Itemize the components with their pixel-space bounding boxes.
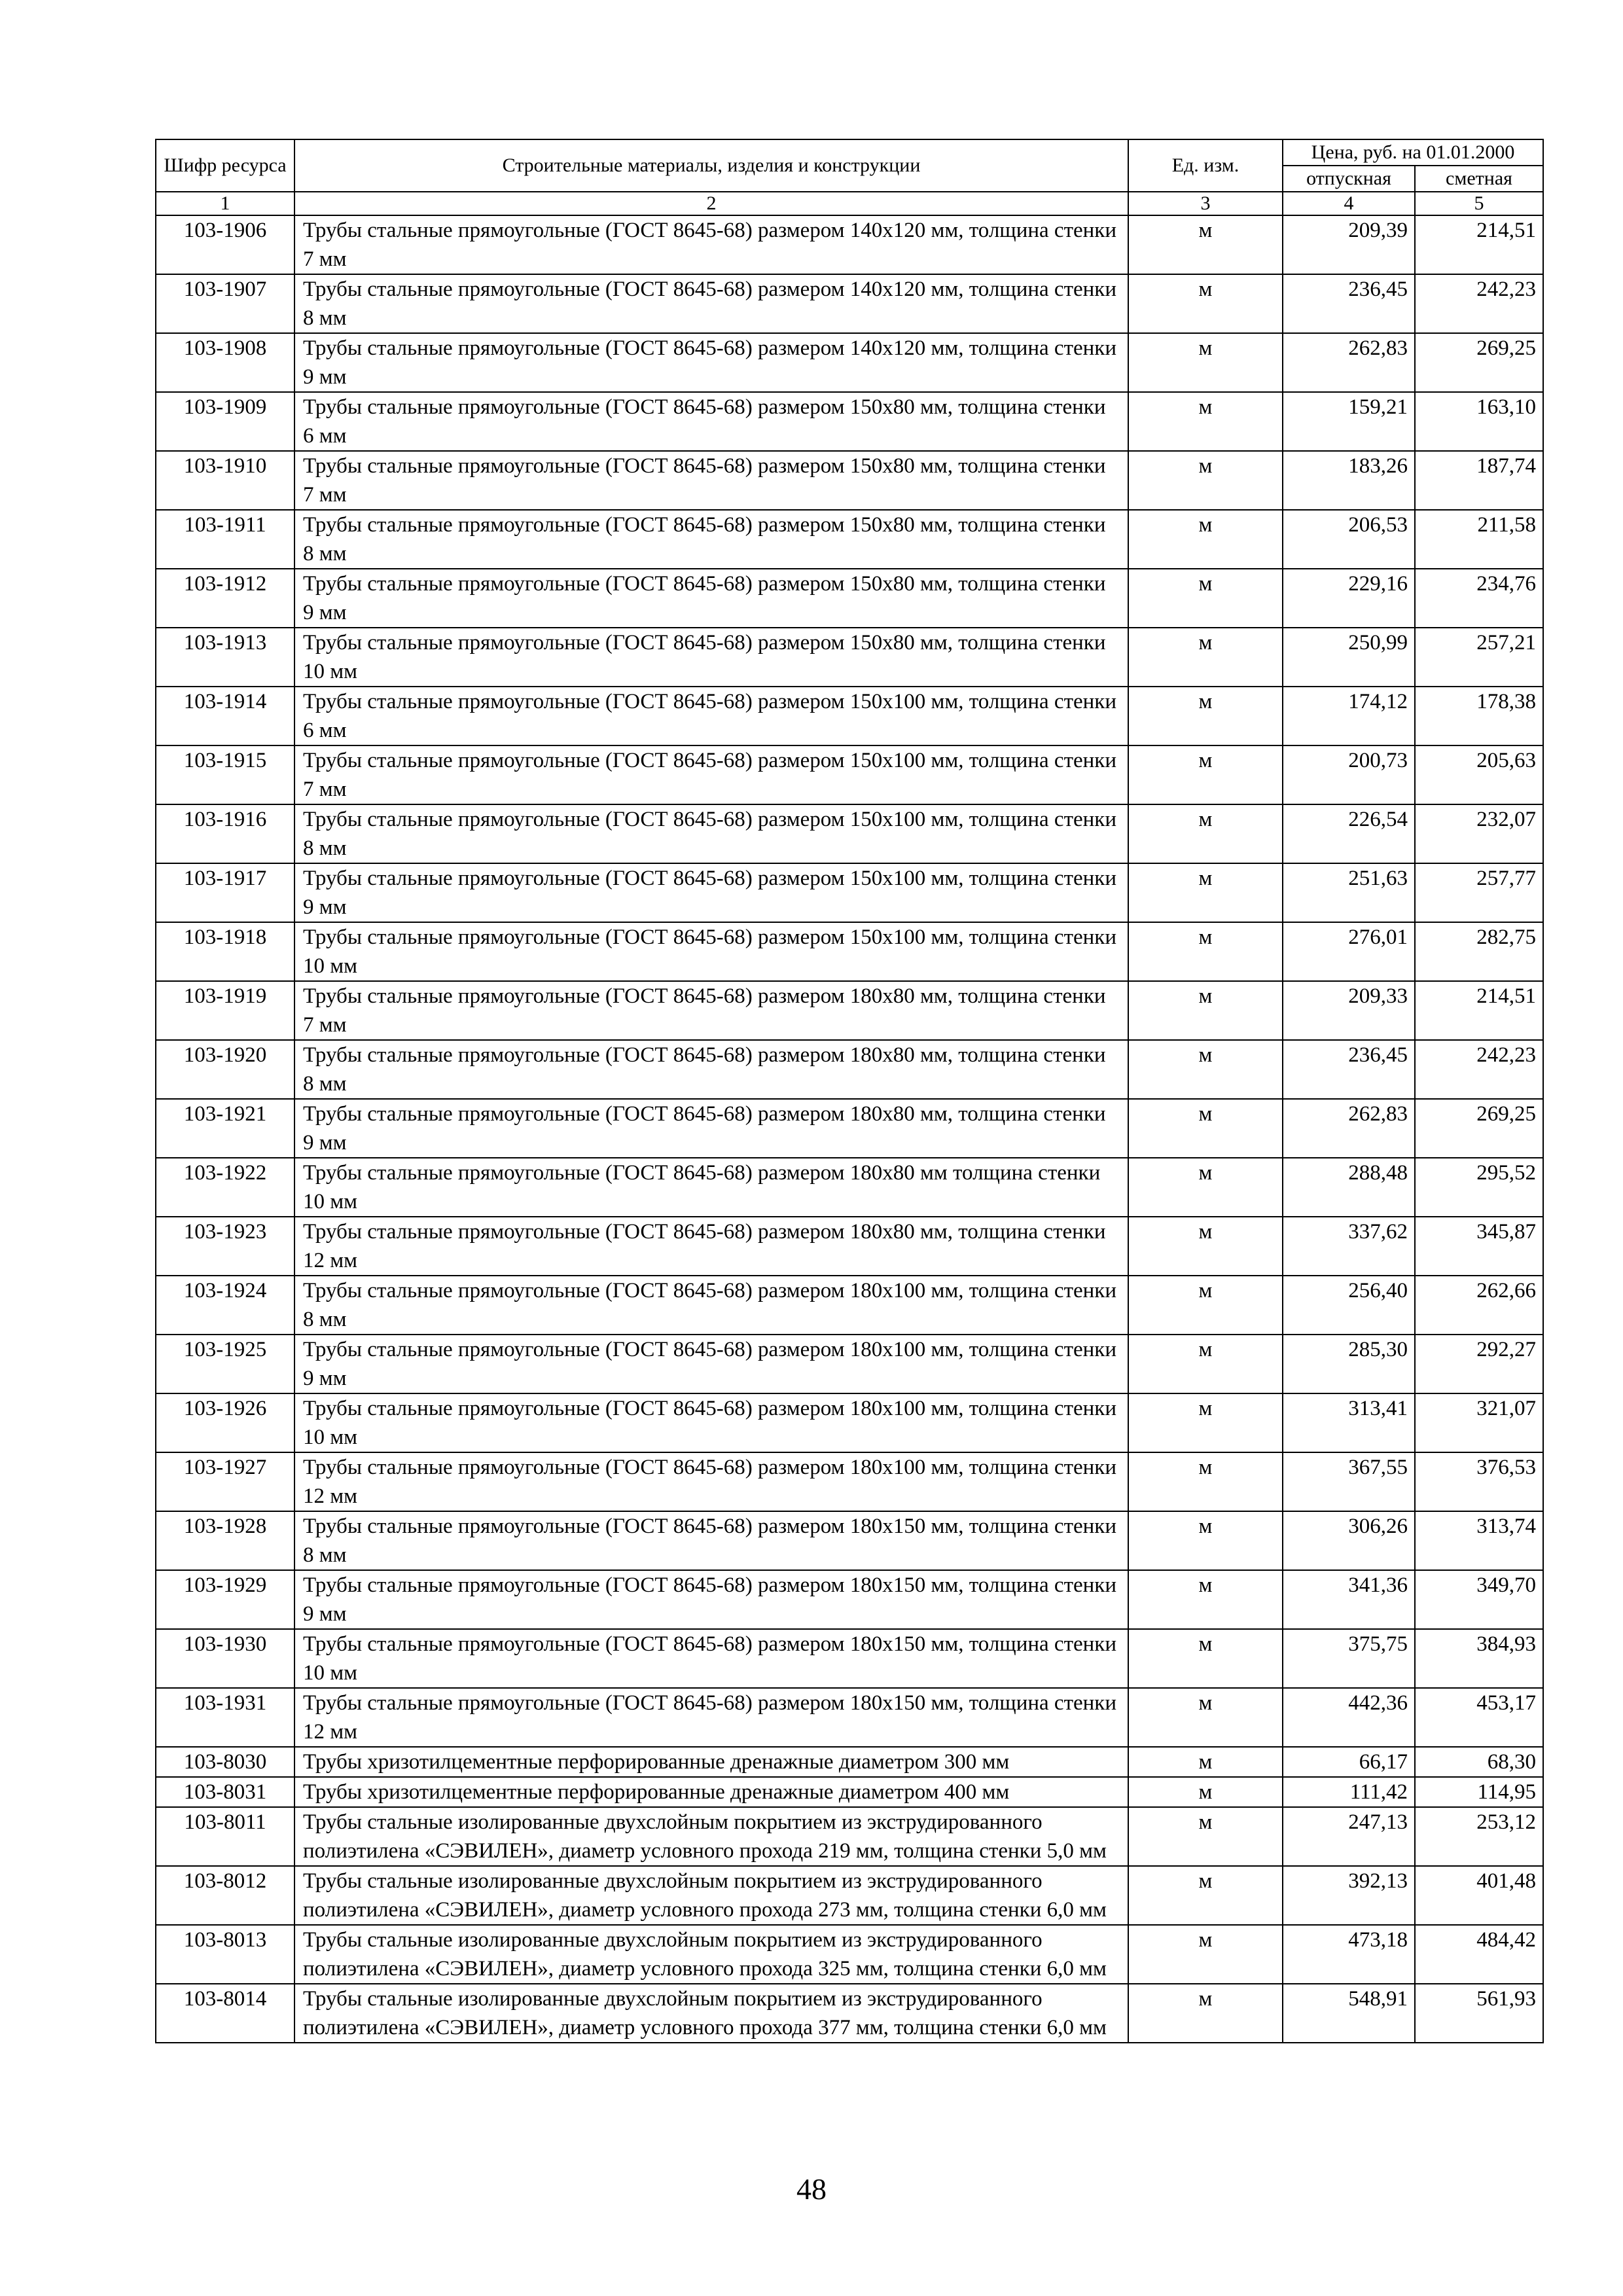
- cell-price-estimate: 253,12: [1415, 1807, 1543, 1866]
- table-row: [156, 333, 1543, 392]
- cell-price-release: 367,55: [1283, 1452, 1415, 1511]
- cell-code: 103-1928: [156, 1511, 294, 1570]
- table-row: [156, 1925, 1543, 1984]
- table-row: [156, 569, 1543, 628]
- table-row: [156, 1984, 1543, 2043]
- cell-name: Трубы стальные прямоугольные (ГОСТ 8645-68) размером 150х80 мм, толщина стенки 8 мм: [294, 510, 1128, 569]
- cell-name: Трубы стальные прямоугольные (ГОСТ 8645-68) размером 150х100 мм, толщина стенки 8 мм: [294, 804, 1128, 863]
- cell-unit: м: [1128, 1866, 1283, 1925]
- cell-price-estimate: 205,63: [1415, 745, 1543, 804]
- cell-unit: м: [1128, 333, 1283, 392]
- table-row: [156, 1629, 1543, 1688]
- cell-code: 103-1930: [156, 1629, 294, 1688]
- cell-name: Трубы стальные прямоугольные (ГОСТ 8645-68) размером 180х80 мм, толщина стенки 12 мм: [294, 1217, 1128, 1276]
- cell-code: 103-1927: [156, 1452, 294, 1511]
- table-row: [156, 687, 1543, 745]
- cell-name: Трубы стальные изолированные двухслойным покрытием из экструдированного полиэтилена «СЭВИЛЕН», диаметр условного прохода 273 мм, толщина стенки 6,0 мм: [294, 1866, 1128, 1925]
- table-row: [156, 1807, 1543, 1866]
- cell-price-estimate: 214,51: [1415, 981, 1543, 1040]
- cell-price-estimate: 257,21: [1415, 628, 1543, 687]
- header-unit: Ед. изм.: [1128, 139, 1283, 192]
- cell-unit: м: [1128, 863, 1283, 922]
- cell-name: Трубы стальные прямоугольные (ГОСТ 8645-68) размером 180х80 мм, толщина стенки 9 мм: [294, 1099, 1128, 1158]
- cell-price-release: 473,18: [1283, 1925, 1415, 1984]
- cell-code: 103-1911: [156, 510, 294, 569]
- table-row: [156, 628, 1543, 687]
- cell-name: Трубы стальные прямоугольные (ГОСТ 8645-68) размером 150х80 мм, толщина стенки 6 мм: [294, 392, 1128, 451]
- cell-unit: м: [1128, 1570, 1283, 1629]
- cell-unit: м: [1128, 215, 1283, 274]
- cell-price-release: 159,21: [1283, 392, 1415, 451]
- cell-name: Трубы стальные прямоугольные (ГОСТ 8645-68) размером 150х100 мм, толщина стенки 6 мм: [294, 687, 1128, 745]
- cell-unit: м: [1128, 1335, 1283, 1393]
- cell-code: 103-1923: [156, 1217, 294, 1276]
- table-row: [156, 1276, 1543, 1335]
- cell-price-estimate: 232,07: [1415, 804, 1543, 863]
- table-row: [156, 1452, 1543, 1511]
- cell-unit: м: [1128, 1925, 1283, 1984]
- cell-code: 103-8014: [156, 1984, 294, 2043]
- cell-price-estimate: 163,10: [1415, 392, 1543, 451]
- cell-name: Трубы стальные прямоугольные (ГОСТ 8645-68) размером 140х120 мм, толщина стенки 8 мм: [294, 274, 1128, 333]
- cell-price-release: 226,54: [1283, 804, 1415, 863]
- cell-code: 103-1924: [156, 1276, 294, 1335]
- cell-unit: м: [1128, 1217, 1283, 1276]
- cell-code: 103-1908: [156, 333, 294, 392]
- table-row: [156, 1777, 1543, 1807]
- cell-price-release: 262,83: [1283, 1099, 1415, 1158]
- cell-unit: м: [1128, 804, 1283, 863]
- cell-code: 103-8031: [156, 1777, 294, 1807]
- cell-name: Трубы стальные прямоугольные (ГОСТ 8645-68) размером 180х100 мм, толщина стенки 12 мм: [294, 1452, 1128, 1511]
- cell-unit: м: [1128, 1276, 1283, 1335]
- column-number-1: 1: [156, 192, 294, 215]
- cell-unit: м: [1128, 1393, 1283, 1452]
- table-row: [156, 922, 1543, 981]
- cell-price-estimate: 214,51: [1415, 215, 1543, 274]
- cell-unit: м: [1128, 1777, 1283, 1807]
- cell-price-release: 183,26: [1283, 451, 1415, 510]
- cell-price-release: 66,17: [1283, 1747, 1415, 1777]
- table-row: [156, 1393, 1543, 1452]
- cell-price-estimate: 262,66: [1415, 1276, 1543, 1335]
- page-number: 48: [796, 2172, 827, 2206]
- table-row: [156, 1511, 1543, 1570]
- cell-unit: м: [1128, 1158, 1283, 1217]
- cell-code: 103-1912: [156, 569, 294, 628]
- cell-price-estimate: 384,93: [1415, 1629, 1543, 1688]
- cell-price-estimate: 234,76: [1415, 569, 1543, 628]
- cell-code: 103-1919: [156, 981, 294, 1040]
- header-price: Цена, руб. на 01.01.2000: [1283, 139, 1543, 166]
- cell-price-release: 285,30: [1283, 1335, 1415, 1393]
- cell-price-release: 442,36: [1283, 1688, 1415, 1747]
- header-name: Строительные материалы, изделия и конструкции: [294, 139, 1128, 192]
- column-number-4: 4: [1283, 192, 1415, 215]
- cell-unit: м: [1128, 451, 1283, 510]
- table-row: [156, 1099, 1543, 1158]
- cell-price-release: 206,53: [1283, 510, 1415, 569]
- header-price-release: отпускная: [1283, 166, 1415, 192]
- cell-price-estimate: 211,58: [1415, 510, 1543, 569]
- cell-code: 103-1914: [156, 687, 294, 745]
- cell-price-estimate: 257,77: [1415, 863, 1543, 922]
- cell-unit: м: [1128, 1099, 1283, 1158]
- cell-unit: м: [1128, 981, 1283, 1040]
- cell-name: Трубы хризотилцементные перфорированные дренажные диаметром 400 мм: [294, 1777, 1128, 1807]
- cell-unit: м: [1128, 1511, 1283, 1570]
- cell-price-release: 229,16: [1283, 569, 1415, 628]
- cell-code: 103-1929: [156, 1570, 294, 1629]
- cell-name: Трубы стальные прямоугольные (ГОСТ 8645-68) размером 150х80 мм, толщина стенки 7 мм: [294, 451, 1128, 510]
- cell-code: 103-8030: [156, 1747, 294, 1777]
- cell-name: Трубы стальные изолированные двухслойным покрытием из экструдированного полиэтилена «СЭВИЛЕН», диаметр условного прохода 325 мм, толщина стенки 6,0 мм: [294, 1925, 1128, 1984]
- cell-name: Трубы стальные прямоугольные (ГОСТ 8645-68) размером 150х100 мм, толщина стенки 9 мм: [294, 863, 1128, 922]
- cell-code: 103-1910: [156, 451, 294, 510]
- cell-price-release: 276,01: [1283, 922, 1415, 981]
- cell-unit: м: [1128, 392, 1283, 451]
- cell-price-release: 341,36: [1283, 1570, 1415, 1629]
- table-row: [156, 745, 1543, 804]
- cell-name: Трубы стальные прямоугольные (ГОСТ 8645-68) размером 150х80 мм, толщина стенки 9 мм: [294, 569, 1128, 628]
- cell-price-estimate: 561,93: [1415, 1984, 1543, 2043]
- table-row: [156, 1217, 1543, 1276]
- cell-price-release: 306,26: [1283, 1511, 1415, 1570]
- table-row: [156, 274, 1543, 333]
- cell-name: Трубы стальные прямоугольные (ГОСТ 8645-68) размером 180х80 мм, толщина стенки 8 мм: [294, 1040, 1128, 1099]
- price-table: [155, 139, 1544, 2043]
- cell-price-release: 209,39: [1283, 215, 1415, 274]
- cell-price-release: 209,33: [1283, 981, 1415, 1040]
- column-number-5: 5: [1415, 192, 1543, 215]
- cell-unit: м: [1128, 687, 1283, 745]
- cell-name: Трубы стальные изолированные двухслойным покрытием из экструдированного полиэтилена «СЭВИЛЕН», диаметр условного прохода 219 мм, толщина стенки 5,0 мм: [294, 1807, 1128, 1866]
- table-row: [156, 1866, 1543, 1925]
- cell-name: Трубы стальные прямоугольные (ГОСТ 8645-68) размером 180х150 мм, толщина стенки 10 мм: [294, 1629, 1128, 1688]
- table-row: [156, 392, 1543, 451]
- table-row: [156, 1040, 1543, 1099]
- cell-price-estimate: 292,27: [1415, 1335, 1543, 1393]
- cell-price-release: 256,40: [1283, 1276, 1415, 1335]
- cell-name: Трубы стальные прямоугольные (ГОСТ 8645-68) размером 180х150 мм, толщина стенки 8 мм: [294, 1511, 1128, 1570]
- cell-price-release: 313,41: [1283, 1393, 1415, 1452]
- cell-price-estimate: 114,95: [1415, 1777, 1543, 1807]
- cell-code: 103-8013: [156, 1925, 294, 1984]
- table-row: [156, 863, 1543, 922]
- cell-unit: м: [1128, 1807, 1283, 1866]
- cell-price-release: 200,73: [1283, 745, 1415, 804]
- cell-unit: м: [1128, 274, 1283, 333]
- table-row: [156, 451, 1543, 510]
- cell-name: Трубы стальные прямоугольные (ГОСТ 8645-68) размером 180х100 мм, толщина стенки 8 мм: [294, 1276, 1128, 1335]
- cell-price-estimate: 269,25: [1415, 1099, 1543, 1158]
- cell-price-estimate: 321,07: [1415, 1393, 1543, 1452]
- cell-price-estimate: 313,74: [1415, 1511, 1543, 1570]
- cell-price-estimate: 484,42: [1415, 1925, 1543, 1984]
- cell-unit: м: [1128, 510, 1283, 569]
- table-row: [156, 1158, 1543, 1217]
- cell-name: Трубы стальные прямоугольные (ГОСТ 8645-68) размером 180х80 мм, толщина стенки 7 мм: [294, 981, 1128, 1040]
- cell-code: 103-8011: [156, 1807, 294, 1866]
- cell-code: 103-1922: [156, 1158, 294, 1217]
- cell-price-estimate: 242,23: [1415, 274, 1543, 333]
- cell-unit: м: [1128, 1452, 1283, 1511]
- price-table-container: [155, 139, 1543, 2043]
- cell-code: 103-1921: [156, 1099, 294, 1158]
- cell-unit: м: [1128, 569, 1283, 628]
- cell-code: 103-8012: [156, 1866, 294, 1925]
- cell-price-release: 375,75: [1283, 1629, 1415, 1688]
- cell-price-release: 392,13: [1283, 1866, 1415, 1925]
- cell-price-release: 111,42: [1283, 1777, 1415, 1807]
- table-row: [156, 1747, 1543, 1777]
- cell-price-estimate: 68,30: [1415, 1747, 1543, 1777]
- header-code: Шифр ресурса: [156, 139, 294, 192]
- column-number-3: 3: [1128, 192, 1283, 215]
- cell-unit: м: [1128, 922, 1283, 981]
- cell-name: Трубы стальные прямоугольные (ГОСТ 8645-68) размером 180х80 мм толщина стенки 10 мм: [294, 1158, 1128, 1217]
- cell-code: 103-1916: [156, 804, 294, 863]
- table-row: [156, 510, 1543, 569]
- cell-unit: м: [1128, 628, 1283, 687]
- table-row: [156, 1570, 1543, 1629]
- cell-price-estimate: 345,87: [1415, 1217, 1543, 1276]
- cell-unit: м: [1128, 745, 1283, 804]
- cell-name: Трубы стальные прямоугольные (ГОСТ 8645-68) размером 150х100 мм, толщина стенки 7 мм: [294, 745, 1128, 804]
- cell-price-estimate: 295,52: [1415, 1158, 1543, 1217]
- cell-price-release: 250,99: [1283, 628, 1415, 687]
- cell-unit: м: [1128, 1984, 1283, 2043]
- cell-code: 103-1915: [156, 745, 294, 804]
- cell-price-estimate: 187,74: [1415, 451, 1543, 510]
- cell-name: Трубы хризотилцементные перфорированные дренажные диаметром 300 мм: [294, 1747, 1128, 1777]
- cell-unit: м: [1128, 1747, 1283, 1777]
- cell-price-release: 262,83: [1283, 333, 1415, 392]
- cell-name: Трубы стальные прямоугольные (ГОСТ 8645-68) размером 140х120 мм, толщина стенки 7 мм: [294, 215, 1128, 274]
- cell-price-estimate: 242,23: [1415, 1040, 1543, 1099]
- cell-price-estimate: 178,38: [1415, 687, 1543, 745]
- cell-price-release: 548,91: [1283, 1984, 1415, 2043]
- cell-name: Трубы стальные прямоугольные (ГОСТ 8645-68) размером 180х150 мм, толщина стенки 12 мм: [294, 1688, 1128, 1747]
- cell-code: 103-1917: [156, 863, 294, 922]
- cell-code: 103-1913: [156, 628, 294, 687]
- cell-price-estimate: 282,75: [1415, 922, 1543, 981]
- cell-name: Трубы стальные прямоугольные (ГОСТ 8645-68) размером 150х100 мм, толщина стенки 10 мм: [294, 922, 1128, 981]
- table-body: [156, 215, 1543, 2043]
- table-row: [156, 804, 1543, 863]
- cell-name: Трубы стальные прямоугольные (ГОСТ 8645-68) размером 180х150 мм, толщина стенки 9 мм: [294, 1570, 1128, 1629]
- table-row: [156, 1335, 1543, 1393]
- cell-unit: м: [1128, 1040, 1283, 1099]
- cell-price-release: 251,63: [1283, 863, 1415, 922]
- cell-price-release: 174,12: [1283, 687, 1415, 745]
- cell-price-release: 236,45: [1283, 1040, 1415, 1099]
- cell-name: Трубы стальные прямоугольные (ГОСТ 8645-68) размером 180х100 мм, толщина стенки 9 мм: [294, 1335, 1128, 1393]
- table-row: [156, 981, 1543, 1040]
- cell-name: Трубы стальные изолированные двухслойным покрытием из экструдированного полиэтилена «СЭВИЛЕН», диаметр условного прохода 377 мм, толщина стенки 6,0 мм: [294, 1984, 1128, 2043]
- cell-unit: м: [1128, 1688, 1283, 1747]
- column-number-2: 2: [294, 192, 1128, 215]
- cell-price-estimate: 269,25: [1415, 333, 1543, 392]
- cell-code: 103-1925: [156, 1335, 294, 1393]
- cell-code: 103-1920: [156, 1040, 294, 1099]
- cell-code: 103-1909: [156, 392, 294, 451]
- cell-code: 103-1907: [156, 274, 294, 333]
- cell-price-estimate: 376,53: [1415, 1452, 1543, 1511]
- cell-code: 103-1931: [156, 1688, 294, 1747]
- cell-code: 103-1926: [156, 1393, 294, 1452]
- cell-name: Трубы стальные прямоугольные (ГОСТ 8645-68) размером 180х100 мм, толщина стенки 10 мм: [294, 1393, 1128, 1452]
- cell-price-estimate: 349,70: [1415, 1570, 1543, 1629]
- header-price-estimate: сметная: [1415, 166, 1543, 192]
- cell-price-estimate: 453,17: [1415, 1688, 1543, 1747]
- cell-price-release: 247,13: [1283, 1807, 1415, 1866]
- table-row: [156, 1688, 1543, 1747]
- cell-price-release: 337,62: [1283, 1217, 1415, 1276]
- table-row: [156, 215, 1543, 274]
- cell-code: 103-1906: [156, 215, 294, 274]
- cell-unit: м: [1128, 1629, 1283, 1688]
- cell-name: Трубы стальные прямоугольные (ГОСТ 8645-68) размером 140х120 мм, толщина стенки 9 мм: [294, 333, 1128, 392]
- cell-price-release: 288,48: [1283, 1158, 1415, 1217]
- cell-price-estimate: 401,48: [1415, 1866, 1543, 1925]
- table-header: [156, 139, 1543, 215]
- cell-name: Трубы стальные прямоугольные (ГОСТ 8645-68) размером 150х80 мм, толщина стенки 10 мм: [294, 628, 1128, 687]
- cell-code: 103-1918: [156, 922, 294, 981]
- cell-price-release: 236,45: [1283, 274, 1415, 333]
